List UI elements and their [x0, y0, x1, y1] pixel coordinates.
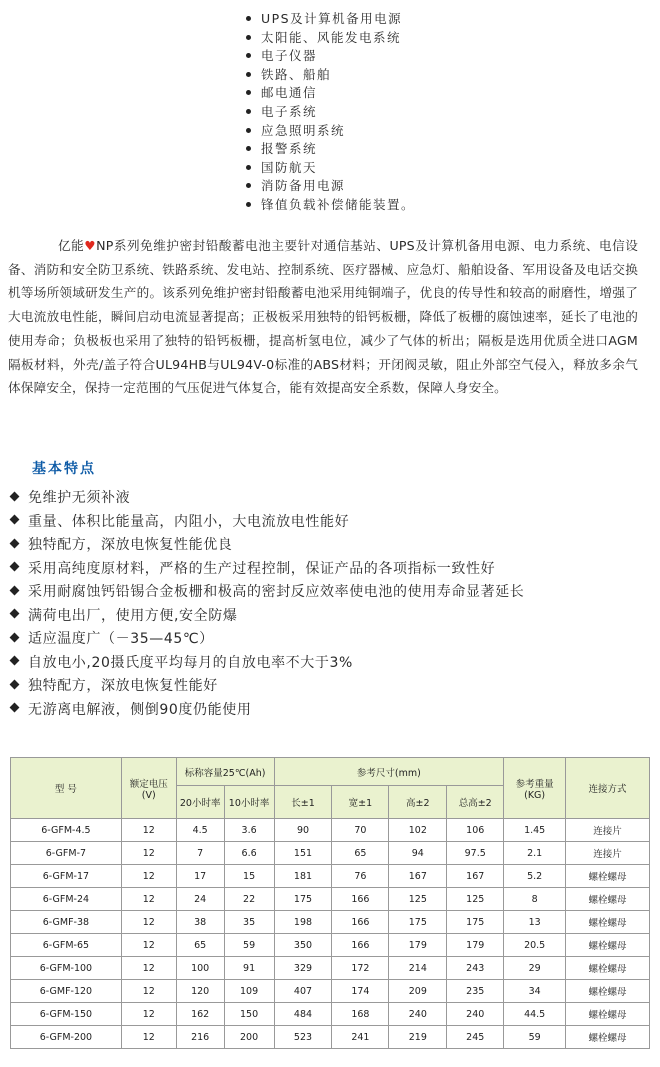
diamond-bullet-icon: [10, 609, 20, 619]
bullet-icon: [246, 90, 251, 95]
cell-cap-20h: 65: [176, 934, 224, 957]
cell-length: 523: [274, 1026, 332, 1049]
cell-voltage: 12: [121, 888, 176, 911]
cell-length: 329: [274, 957, 332, 980]
table-row: [11, 980, 650, 1003]
cell-cap-10h: 15: [224, 865, 274, 888]
diamond-bullet-icon: [10, 562, 20, 572]
feature-item: 独特配方，深放电恢复性能好: [8, 675, 524, 699]
cell-weight: 29: [504, 957, 566, 980]
cell-weight: 59: [504, 1026, 566, 1049]
feature-list: [8, 487, 524, 722]
diamond-bullet-icon: [10, 679, 20, 689]
application-item: 应急照明系统: [246, 122, 415, 141]
cell-connection: 螺栓螺母: [566, 865, 650, 888]
header-dimensions: 参考尺寸(mm): [274, 758, 504, 786]
cell-voltage: 12: [121, 980, 176, 1003]
cell-cap-20h: 162: [176, 1003, 224, 1026]
diamond-bullet-icon: [10, 515, 20, 525]
cell-height: 125: [389, 888, 447, 911]
cell-width: 166: [332, 911, 389, 934]
spec-table: [10, 757, 650, 1049]
diamond-bullet-icon: [10, 538, 20, 548]
cell-model: 6-GFM-24: [11, 888, 122, 911]
cell-width: 174: [332, 980, 389, 1003]
cell-total-height: 240: [447, 1003, 504, 1026]
cell-connection: 螺栓螺母: [566, 1003, 650, 1026]
cell-cap-20h: 100: [176, 957, 224, 980]
feature-item: 采用耐腐蚀钙铅锡合金板栅和极高的密封反应效率使电池的使用寿命显著延长: [8, 581, 524, 605]
cell-cap-10h: 109: [224, 980, 274, 1003]
cell-weight: 8: [504, 888, 566, 911]
cell-voltage: 12: [121, 842, 176, 865]
cell-voltage: 12: [121, 865, 176, 888]
header-connection: 连接方式: [566, 758, 650, 819]
cell-total-height: 243: [447, 957, 504, 980]
bullet-icon: [246, 183, 251, 188]
header-total-height: 总高±2: [447, 786, 504, 819]
cell-voltage: 12: [121, 911, 176, 934]
bullet-icon: [246, 146, 251, 151]
cell-cap-10h: 22: [224, 888, 274, 911]
cell-total-height: 97.5: [447, 842, 504, 865]
cell-cap-20h: 7: [176, 842, 224, 865]
feature-item: 无游离电解液，侧倒90度仍能使用: [8, 699, 524, 723]
cell-weight: 1.45: [504, 819, 566, 842]
cell-voltage: 12: [121, 957, 176, 980]
heart-icon: ♥: [84, 238, 97, 253]
cell-height: 209: [389, 980, 447, 1003]
cell-connection: 螺栓螺母: [566, 911, 650, 934]
cell-height: 219: [389, 1026, 447, 1049]
header-height: 高±2: [389, 786, 447, 819]
cell-connection: 连接片: [566, 819, 650, 842]
cell-model: 6-GMF-120: [11, 980, 122, 1003]
application-item: 锋值负载补偿储能装置。: [246, 196, 415, 215]
application-item: 电子仪器: [246, 47, 415, 66]
table-row: [11, 1026, 650, 1049]
header-voltage: 额定电压 (V): [121, 758, 176, 819]
cell-height: 179: [389, 934, 447, 957]
cell-width: 172: [332, 957, 389, 980]
cell-height: 102: [389, 819, 447, 842]
cell-height: 240: [389, 1003, 447, 1026]
intro-paragraph: [8, 234, 638, 400]
cell-model: 6-GFM-7: [11, 842, 122, 865]
cell-cap-10h: 59: [224, 934, 274, 957]
cell-voltage: 12: [121, 1003, 176, 1026]
header-cap-10h: 10小时率: [224, 786, 274, 819]
cell-total-height: 245: [447, 1026, 504, 1049]
application-item: 报警系统: [246, 140, 415, 159]
cell-height: 167: [389, 865, 447, 888]
cell-width: 65: [332, 842, 389, 865]
cell-connection: 螺栓螺母: [566, 980, 650, 1003]
diamond-bullet-icon: [10, 632, 20, 642]
brand-name: 亿能: [58, 238, 85, 253]
cell-total-height: 167: [447, 865, 504, 888]
cell-cap-10h: 6.6: [224, 842, 274, 865]
application-item: 太阳能、风能发电系统: [246, 29, 415, 48]
cell-cap-20h: 216: [176, 1026, 224, 1049]
feature-item: 独特配方，深放电恢复性能优良: [8, 534, 524, 558]
table-row: [11, 888, 650, 911]
header-model: 型 号: [11, 758, 122, 819]
cell-total-height: 235: [447, 980, 504, 1003]
cell-connection: 螺栓螺母: [566, 934, 650, 957]
feature-item: 自放电小,20摄氏度平均每月的自放电率不大于3%: [8, 652, 524, 676]
cell-model: 6-GFM-17: [11, 865, 122, 888]
bullet-icon: [246, 202, 251, 207]
cell-model: 6-GFM-4.5: [11, 819, 122, 842]
cell-length: 407: [274, 980, 332, 1003]
cell-length: 484: [274, 1003, 332, 1026]
cell-connection: 螺栓螺母: [566, 888, 650, 911]
application-list: [246, 10, 415, 215]
cell-height: 94: [389, 842, 447, 865]
cell-height: 175: [389, 911, 447, 934]
cell-cap-20h: 38: [176, 911, 224, 934]
cell-total-height: 179: [447, 934, 504, 957]
application-item: 国防航天: [246, 159, 415, 178]
cell-total-height: 106: [447, 819, 504, 842]
diamond-bullet-icon: [10, 703, 20, 713]
cell-cap-10h: 91: [224, 957, 274, 980]
header-length: 长±1: [274, 786, 332, 819]
cell-weight: 34: [504, 980, 566, 1003]
cell-total-height: 175: [447, 911, 504, 934]
cell-model: 6-GFM-200: [11, 1026, 122, 1049]
cell-length: 350: [274, 934, 332, 957]
header-weight: 参考重量 (KG): [504, 758, 566, 819]
feature-item: 适应温度广（－35—45℃）: [8, 628, 524, 652]
cell-model: 6-GFM-150: [11, 1003, 122, 1026]
cell-cap-20h: 17: [176, 865, 224, 888]
intro-text: NP系列免维护密封铅酸蓄电池主要针对通信基站、UPS及计算机备用电源、电力系统、电信设备、消防和安全防卫系统、铁路系统、发电站、控制系统、医疗器械、应急灯、船舶设备、军用设备及电话交换机等场所领域研发生产的。该系列免维护密封铅酸蓄电池采用纯铜端子，优良的传导性和较高的耐磨性，增强了大电流放电性能，瞬间启动电流显著提高；正极板采用独特的铅钙板栅，降低了板栅的腐蚀速率，延长了电池的使用寿命；负极板也采用了独特的铅钙板栅，提高析氢电位，减少了气体的析出；隔板是选用优质全进口AGM隔板材料，外壳/盖子符合UL94HB与UL94V-0标准的ABS材料；开闭阀灵敏，阻止外部空气侵入，释放多余气体保障安全，保持一定范围的气压促进气体复合，能有效提高安全系数，保障人身安全。: [8, 238, 639, 396]
feature-item: 免维护无须补液: [8, 487, 524, 511]
cell-width: 76: [332, 865, 389, 888]
cell-weight: 20.5: [504, 934, 566, 957]
application-item: 铁路、船舶: [246, 66, 415, 85]
bullet-icon: [246, 35, 251, 40]
table-row: [11, 842, 650, 865]
cell-weight: 13: [504, 911, 566, 934]
cell-length: 198: [274, 911, 332, 934]
spec-table-body: [11, 819, 650, 1049]
bullet-icon: [246, 16, 251, 21]
bullet-icon: [246, 109, 251, 114]
cell-cap-20h: 24: [176, 888, 224, 911]
cell-cap-10h: 200: [224, 1026, 274, 1049]
cell-cap-10h: 35: [224, 911, 274, 934]
application-item: UPS及计算机备用电源: [246, 10, 415, 29]
feature-item: 满荷电出厂，使用方便,安全防爆: [8, 605, 524, 629]
application-item: 电子系统: [246, 103, 415, 122]
cell-width: 168: [332, 1003, 389, 1026]
cell-weight: 44.5: [504, 1003, 566, 1026]
feature-item: 重量、体积比能量高，内阻小，大电流放电性能好: [8, 511, 524, 535]
table-row: [11, 957, 650, 980]
cell-cap-20h: 4.5: [176, 819, 224, 842]
cell-width: 241: [332, 1026, 389, 1049]
cell-width: 70: [332, 819, 389, 842]
cell-cap-10h: 150: [224, 1003, 274, 1026]
features-heading: 基本特点: [32, 461, 96, 477]
cell-total-height: 125: [447, 888, 504, 911]
cell-length: 175: [274, 888, 332, 911]
cell-voltage: 12: [121, 934, 176, 957]
table-row: [11, 819, 650, 842]
bullet-icon: [246, 53, 251, 58]
cell-width: 166: [332, 934, 389, 957]
cell-length: 181: [274, 865, 332, 888]
bullet-icon: [246, 165, 251, 170]
cell-weight: 5.2: [504, 865, 566, 888]
diamond-bullet-icon: [10, 656, 20, 666]
header-capacity: 标称容量25℃(Ah): [176, 758, 274, 786]
cell-height: 214: [389, 957, 447, 980]
cell-model: 6-GFM-100: [11, 957, 122, 980]
feature-item: 采用高纯度原材料，严格的生产过程控制，保证产品的各项指标一致性好: [8, 558, 524, 582]
cell-length: 151: [274, 842, 332, 865]
cell-width: 166: [332, 888, 389, 911]
cell-cap-10h: 3.6: [224, 819, 274, 842]
table-row: [11, 934, 650, 957]
cell-connection: 螺栓螺母: [566, 957, 650, 980]
header-width: 宽±1: [332, 786, 389, 819]
bullet-icon: [246, 72, 251, 77]
cell-connection: 螺栓螺母: [566, 1026, 650, 1049]
diamond-bullet-icon: [10, 585, 20, 595]
cell-model: 6-GMF-38: [11, 911, 122, 934]
cell-cap-20h: 120: [176, 980, 224, 1003]
cell-connection: 连接片: [566, 842, 650, 865]
cell-length: 90: [274, 819, 332, 842]
cell-weight: 2.1: [504, 842, 566, 865]
bullet-icon: [246, 128, 251, 133]
application-item: 消防备用电源: [246, 177, 415, 196]
table-row: [11, 1003, 650, 1026]
cell-voltage: 12: [121, 819, 176, 842]
table-row: [11, 911, 650, 934]
application-item: 邮电通信: [246, 84, 415, 103]
diamond-bullet-icon: [10, 491, 20, 501]
cell-voltage: 12: [121, 1026, 176, 1049]
table-row: [11, 865, 650, 888]
header-cap-20h: 20小时率: [176, 786, 224, 819]
cell-model: 6-GFM-65: [11, 934, 122, 957]
